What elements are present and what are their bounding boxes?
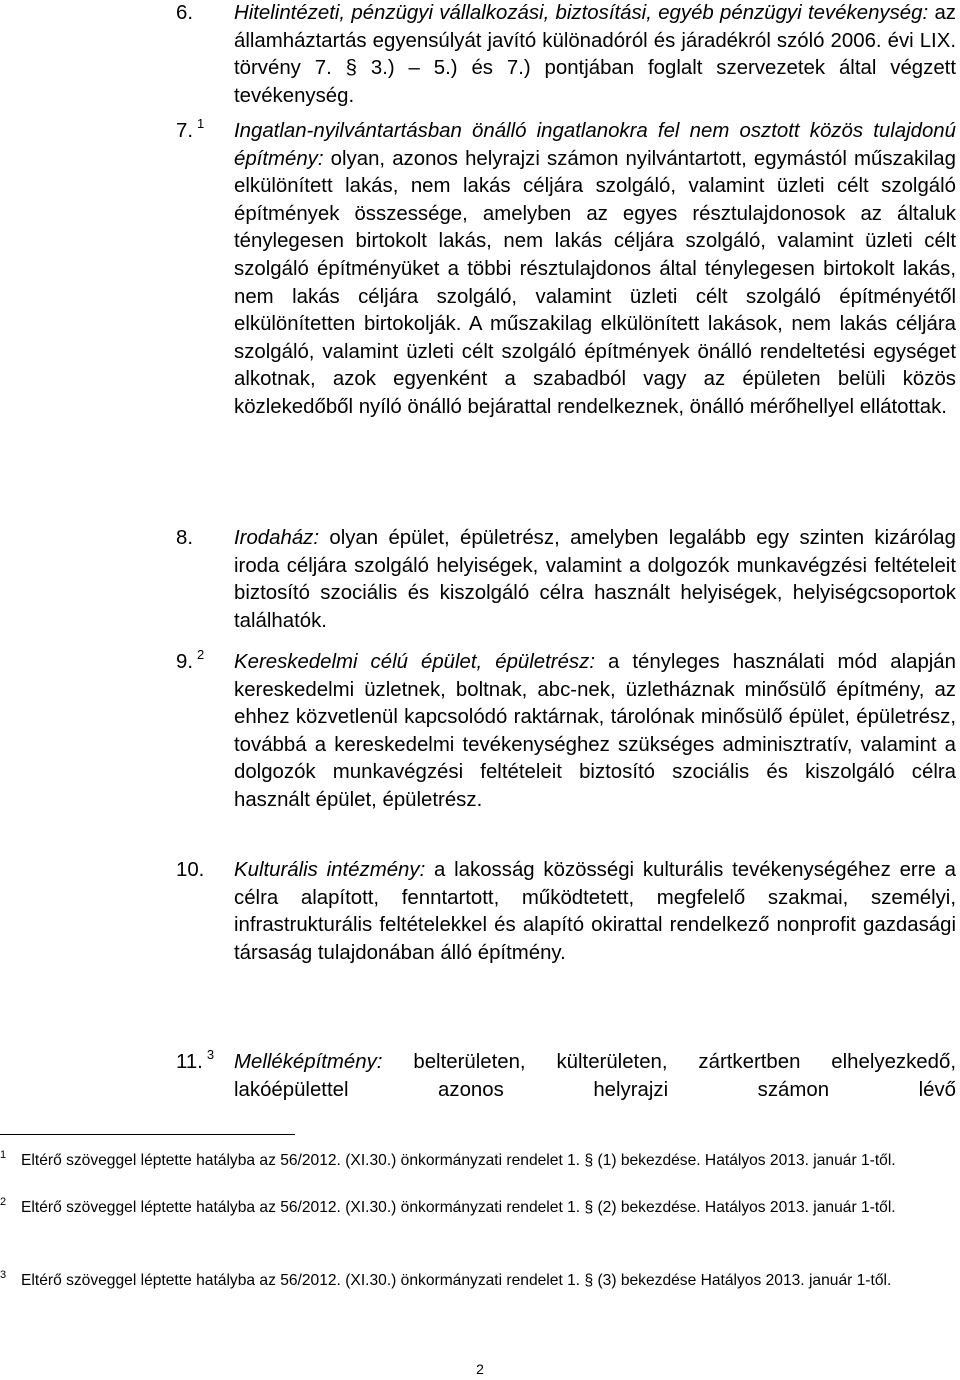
defined-term: Kereskedelmi célú épület, épületrész: [234,651,595,673]
page-number: 2 [476,1361,484,1377]
definition-text [234,525,956,635]
definition-body: belterületen, külterületen, zártkertben elhelyezkedő, lakóépülettel azonos helyrajzi számon lévő [234,1051,956,1101]
item-number: 7. $^1$ [176,116,205,142]
defined-term: Kulturális intézmény: [234,859,426,881]
defined-term: Ingatlan-nyilvántartásban önálló ingatlanokra fel nem osztott közös tulajdonú építmény: [234,120,956,170]
definition-body: a lakosság közösségi kulturális tevékenységéhez erre a célra alapított, fenntartott, működtetett, megfelelő szakmai, személyi, infrastrukturális feltételekkel és alapító okirattal rendelkező nonprofit gazdasági társaság tulajdonában álló építmény. [234,859,956,964]
footnote-mark: 2 [0,1196,7,1208]
footnote-reference: 2 [197,647,205,662]
item-number: 8. [176,527,194,549]
item-number: 11. $^3$ [176,1047,215,1073]
definition-text [234,649,956,815]
definition-item-11 [176,1049,956,1104]
footnote-separator [0,1134,295,1135]
definition-body: olyan épület, épületrész, amelyben legalább egy szinten kizárólag iroda céljára szolgáló helyiségek, valamint a dolgozók munkavégzési feltételeit biztosító szociális és kiszolgáló célra használt helyiségek, helyiségcsoportok találhatók. [234,527,956,632]
footnote-mark: 3 [0,1269,7,1281]
defined-term: Melléképítmény: [234,1051,383,1073]
definition-item-10 [176,857,956,967]
footnote-mark: 1 [0,1149,7,1161]
footnote-text: Eltérő szöveggel léptette hatályba az 56/2012. (XI.30.) önkormányzati rendelet 1. § (1) bekezdése. Hatályos 2013. január 1-től. [21,1152,896,1169]
footnote-3 [0,1270,958,1292]
defined-term: Irodaház: [234,527,320,549]
definition-text [234,1049,956,1104]
item-number: 6. [176,2,194,24]
defined-term: Hitelintézeti, pénzügyi vállalkozási, biztosítási, egyéb pénzügyi tevékenység: [234,2,929,24]
footnote-2 [0,1197,958,1219]
definition-text [234,0,956,110]
definition-item-6 [176,0,956,110]
definition-body: az államháztartás egyensúlyát javító különadóról és járadékról szóló 2006. évi LIX. törvény 7. § 3.) – 5.) és 7.) pontjában foglalt szervezetek által végzett tevékenység. [234,2,957,107]
footnote-text: Eltérő szöveggel léptette hatályba az 56/2012. (XI.30.) önkormányzati rendelet 1. § (3) bekezdése Hatályos 2013. január 1-től. [21,1272,892,1289]
definition-text [234,118,956,422]
definition-item-9 [176,649,956,815]
footnote-text: Eltérő szöveggel léptette hatályba az 56/2012. (XI.30.) önkormányzati rendelet 1. § (2) bekezdése. Hatályos 2013. január 1-től. [21,1199,896,1216]
item-number: 9. $^2$ [176,647,205,673]
footnote-reference: 1 [197,116,205,131]
definition-body: a tényleges használati mód alapján kereskedelmi üzletnek, boltnak, abc-nek, üzletháznak minősülő építmény, az ehhez közvetlenül kapcsolódó raktárnak, tárolónak minősülő épület, épületrész, továbbá a kereskedelmi tevékenységhez szükséges adminisztratív, valamint a dolgozók munkavégzési feltételeit biztosító szociális és kiszolgáló célra használt épület, épületrész. [234,651,956,811]
definition-text [234,857,956,967]
item-number: 10. [176,859,205,881]
definition-item-8 [176,525,956,635]
footnote-reference: 3 [206,1047,215,1062]
definition-body: olyan, azonos helyrajzi számon nyilvántartott, egymástól műszakilag elkülönített lakás, nem lakás céljára szolgáló, valamint üzleti célt szolgáló építmények összessége, amelyben az egyes résztulajdonosok az általuk ténylegesen birtokolt lakás, nem lakás céljára szolgáló, valamint üzleti célt szolgáló építményüket a többi résztulajdonos által ténylegesen birtokolt lakás, nem lakás céljára szolgáló, valamint üzleti célt szolgáló építményétől elkülönítetten birtokolják. A műszakilag elkülönített lakások, nem lakás céljára szolgáló, valamint üzleti célt szolgáló építmények önálló rendeltetési egységet alkotnak, azok egyenként a szabadból vagy az épületen belüli közös közlekedőből nyíló önálló bejárattal rendelkeznek, önálló mérőhellyel ellátottak. [234,147,956,418]
footnote-1 [0,1150,958,1172]
definition-item-7 [176,118,956,422]
